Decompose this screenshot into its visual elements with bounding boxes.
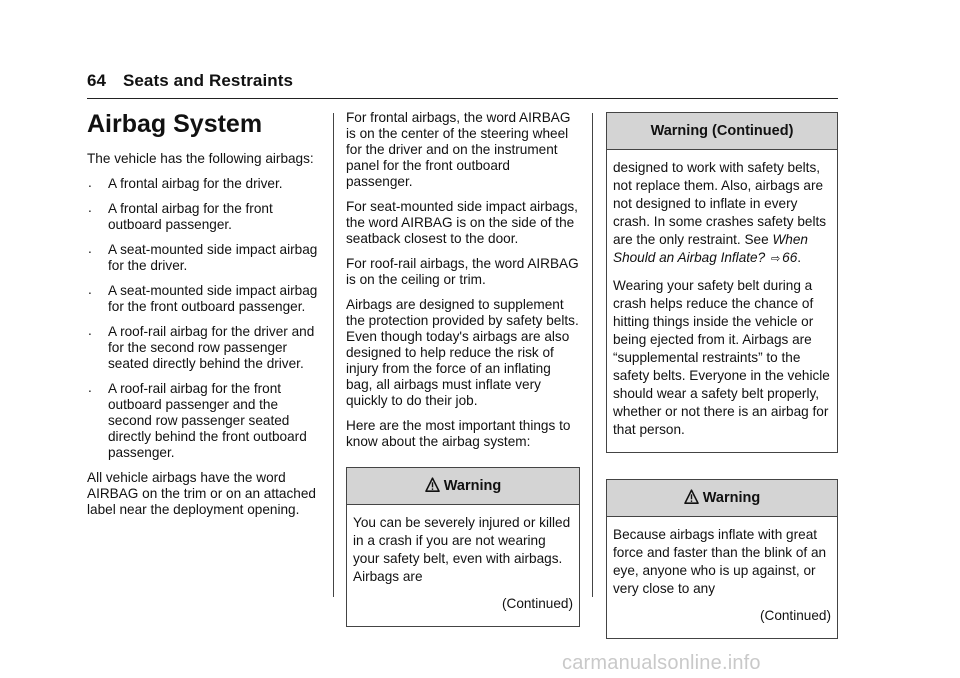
column-1 bbox=[87, 110, 323, 527]
page-header bbox=[87, 71, 838, 91]
closing-text: All vehicle airbags have the word AIRBAG on the trim or on an attached label near the deployment opening. bbox=[87, 470, 316, 517]
column-3 bbox=[606, 112, 838, 639]
column-2 bbox=[346, 110, 580, 627]
warning-text: Wearing your safety belt during a crash helps reduce the chance of hitting things inside the vehicle or being ejected from it. Airbags are “supplemental restraints” to the safety belts. Everyone in the vehicle should wear a safety belt properly, whether or not there is an airbag for that person. bbox=[613, 278, 830, 437]
list-item: . A frontal airbag for the driver. bbox=[88, 175, 283, 191]
bullet-marker: . bbox=[88, 380, 92, 395]
warning-title: Warning bbox=[702, 490, 761, 506]
warning-box bbox=[346, 467, 580, 627]
header-rule bbox=[87, 98, 838, 99]
warning-body bbox=[607, 150, 837, 452]
paragraph: For seat-mounted side impact airbags, the word AIRBAG is on the side of the seatback closest to the door. bbox=[346, 199, 578, 246]
intro-text: The vehicle has the following airbags: bbox=[87, 151, 314, 166]
paragraph: Airbags are designed to supplement the protection provided by safety belts. Even though today's airbags are also designed to help reduce the risk of injury from the force of an inflating bag, all airbags must inflate very quickly to do their job. bbox=[346, 297, 579, 408]
paragraph: For roof-rail airbags, the word AIRBAG is on the ceiling or trim. bbox=[346, 256, 579, 287]
list-item: . A seat-mounted side impact airbag for the front outboard passenger. bbox=[88, 282, 318, 314]
warning-text: You can be severely injured or killed in a crash if you are not wearing your safety belt, even with airbags. Airbags are bbox=[353, 515, 571, 584]
watermark: carmanualsonline.info bbox=[562, 652, 761, 674]
warning-header bbox=[607, 480, 837, 517]
airbag-list bbox=[87, 176, 323, 461]
section-title: Seats and Restraints bbox=[122, 71, 294, 90]
continued-label: (Continued) bbox=[759, 608, 831, 623]
bullet-marker: . bbox=[88, 323, 92, 338]
warning-triangle-icon bbox=[425, 477, 440, 493]
list-item: . A roof-rail airbag for the driver and for the second row passenger seated directly behind the driver. bbox=[88, 323, 315, 371]
warning-title: Warning bbox=[443, 478, 502, 494]
section-heading: Airbag System bbox=[87, 110, 263, 138]
list-item: . A frontal airbag for the front outboard passenger. bbox=[88, 200, 273, 232]
warning-continued-box bbox=[606, 112, 838, 453]
list-item: . A roof-rail airbag for the front outboard passenger and the second row passenger seated directly behind the front outboard passenger. bbox=[88, 380, 307, 460]
page-number: 64 bbox=[87, 71, 107, 90]
column-divider bbox=[333, 113, 334, 597]
column-divider bbox=[592, 113, 593, 597]
warning-text: designed to work with safety belts, not replace them. Also, airbags are not designed to inflate in every crash. In some crashes safety belts are the only restraint. See When Should an Airbag Inflate? ⇨ 66. bbox=[613, 160, 827, 265]
warning-text: Because airbags inflate with great force and faster than the blink of an eye, anyone who is up against, or very close to any bbox=[613, 527, 827, 596]
cross-reference-title: When Should an Airbag Inflate? bbox=[613, 232, 808, 265]
bullet-marker: . bbox=[88, 175, 92, 190]
paragraph: Here are the most important things to know about the airbag system: bbox=[346, 418, 571, 449]
warning-box bbox=[606, 479, 838, 639]
bullet-marker: . bbox=[88, 200, 92, 215]
cross-reference-page[interactable]: 66 bbox=[782, 250, 798, 265]
bullet-marker: . bbox=[88, 282, 92, 297]
list-item: . A seat-mounted side impact airbag for the driver. bbox=[88, 241, 318, 273]
warning-body bbox=[347, 505, 579, 626]
continued-label: (Continued) bbox=[501, 596, 573, 611]
warning-body bbox=[607, 517, 837, 638]
warning-header bbox=[347, 468, 579, 505]
warning-triangle-icon bbox=[684, 489, 699, 505]
bullet-marker: . bbox=[88, 241, 92, 256]
page-reference-arrow-icon: ⇨ bbox=[770, 253, 781, 265]
warning-header: Warning (Continued) bbox=[607, 113, 837, 150]
paragraph: For frontal airbags, the word AIRBAG is on the center of the steering wheel for the driver and on the instrument panel for the front outboard passenger. bbox=[346, 110, 571, 189]
